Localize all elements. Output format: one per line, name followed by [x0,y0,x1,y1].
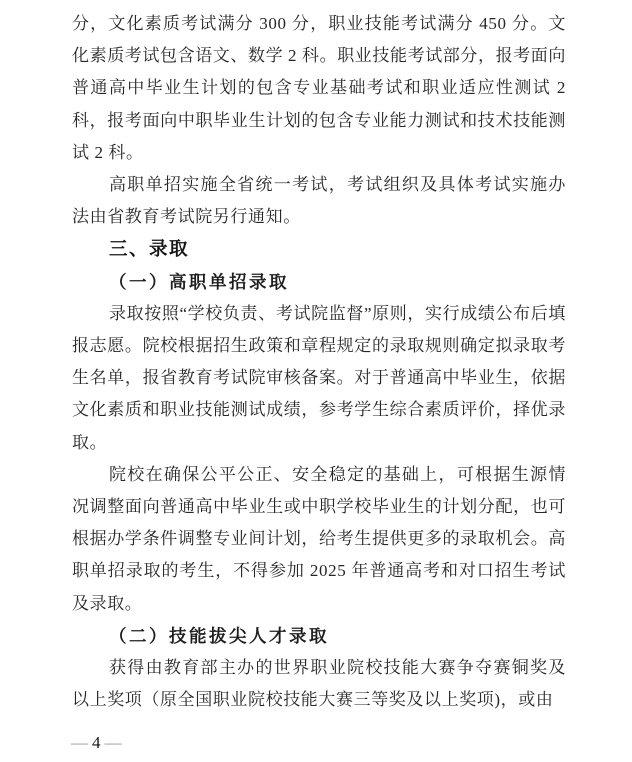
page-content [72,8,566,716]
paragraph-skill-award: 获得由教育部主办的世界职业院校技能大赛争夺赛铜奖及以上奖项（原全国职业院校技能大赛三等奖及以上奖项)，或由 [72,658,566,710]
subsection-heading-top-skill-talent: （二）技能拔尖人才录取 [109,625,329,646]
paragraph-exam-composition: 分，文化素质考试满分 300 分，职业技能考试满分 450 分。文化素质考试包含语文、数学 2 科。职业技能考试部分，报考面向普通高中毕业生计划的包含专业基础考试和职业适应性测试 2 科，报考面向中职毕业生计划的包含专业能力测试和技术技能测试 2 科。 [72,14,566,162]
paragraph-unified-exam-notice: 高职单招实施全省统一考试，考试组织及具体考试实施办法由省教育考试院另行通知。 [72,175,566,227]
paragraph-plan-adjustment: 院校在确保公平公正、安全稳定的基础上，可根据生源情况调整面向普通高中毕业生或中职学校毕业生的计划分配，也可根据办学条件调整专业间计划，给考生提供更多的录取机会。高职单招录取的考生，不得参加 2025 年普通高考和对口招生考试及录取。 [72,464,566,613]
page-number-value: 4 [92,733,101,752]
subsection-heading-danzhao-enrollment: （一）高职单招录取 [109,271,289,292]
page-number-dash-right: — [104,733,122,752]
page-number-dash-left: — [71,733,88,752]
section-heading-enrollment: 三、录取 [109,238,190,260]
paragraph-enrollment-rules: 录取按照“学校负责、考试院监督”原则，实行成绩公布后填报志愿。院校根据招生政策和章程规定的录取规则确定拟录取考生名单，报省教育考试院审核备案。对于普通高中毕业生，依据文化素质和职业技能测试成绩，参考学生综合素质评价，择优录取。 [72,303,566,452]
page-number [71,733,122,753]
